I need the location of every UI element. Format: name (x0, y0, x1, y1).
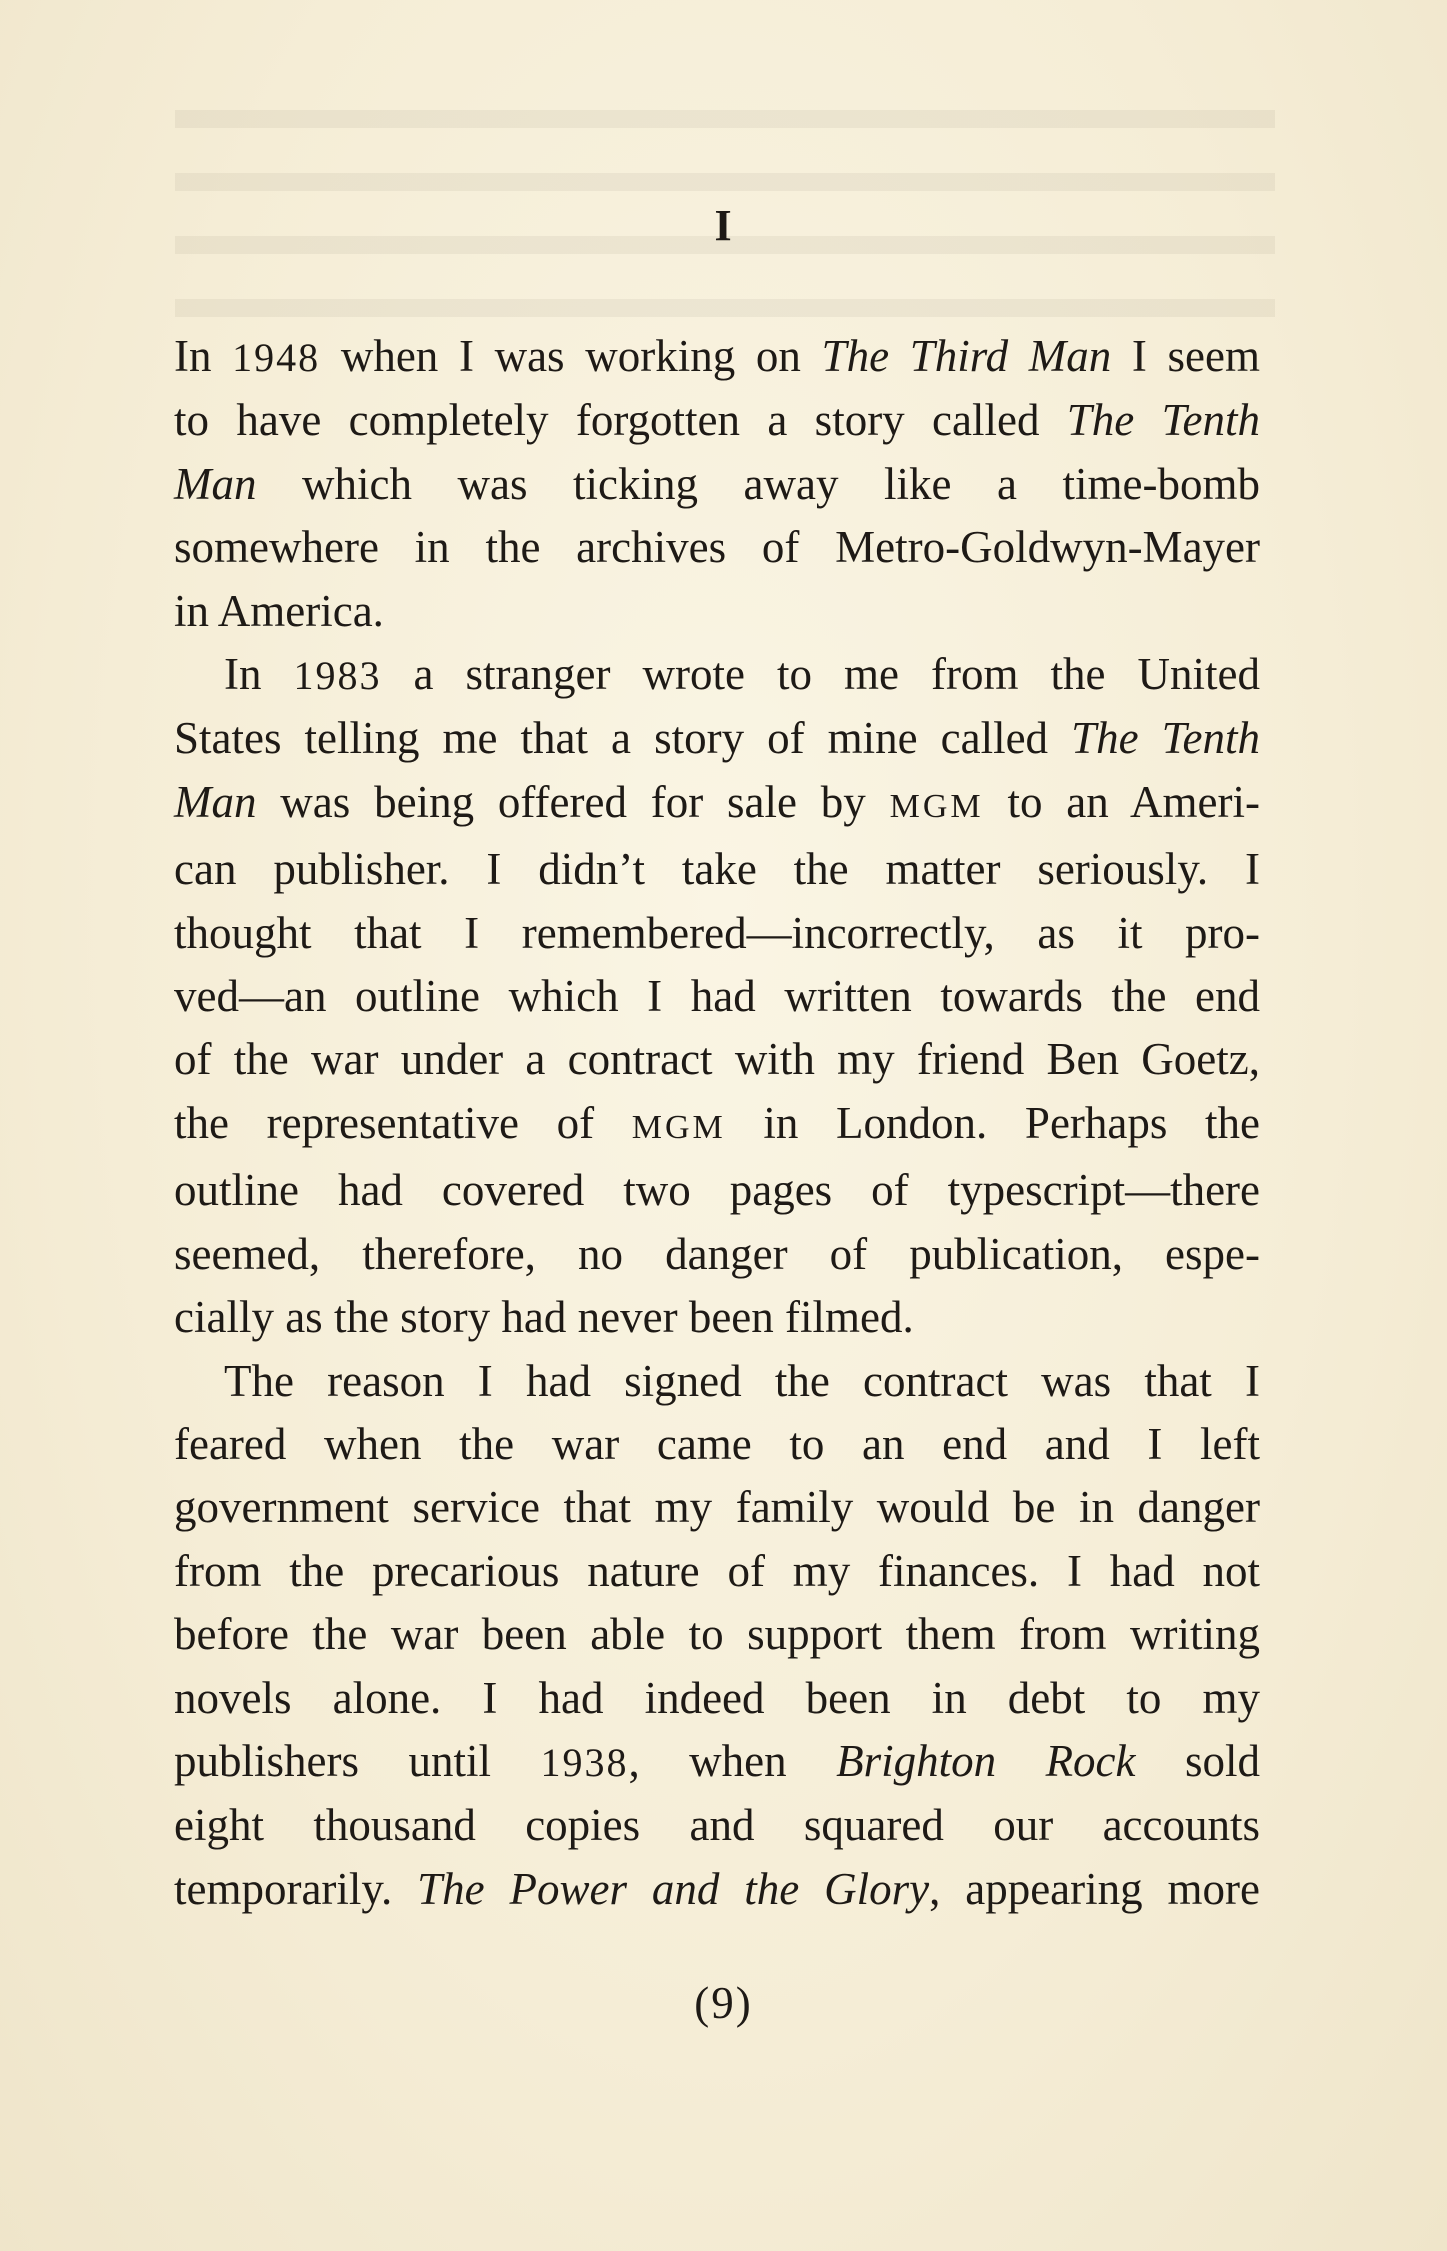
text-line: publishers until 1938, when Brighton Rock sold (174, 1735, 1260, 1786)
text-line: novels alone. I had indeed been in debt to my (174, 1672, 1260, 1723)
body-text (174, 325, 1260, 1921)
text-line: In 1948 when I was working on The Third Man I seem (174, 331, 1260, 381)
text-line: before the war been able to support them from writing (174, 1609, 1260, 1660)
book-title: Man (174, 776, 257, 827)
text-line: seemed, therefore, no danger of publication, espe- (174, 1228, 1260, 1279)
text-line: thought that I remembered—incorrectly, as it pro- (174, 907, 1260, 958)
text-line: of the war under a contract with my friend Ben Goetz, (174, 1034, 1260, 1085)
text-line: to have completely forgotten a story called The Tenth (174, 395, 1260, 446)
text-line: temporarily. The Power and the Glory, appearing more (174, 1863, 1260, 1914)
book-title: Man (174, 458, 257, 509)
text-line: ved—an outline which I had written towards the end (174, 971, 1260, 1022)
text-line: The reason I had signed the contract was that I (224, 1355, 1260, 1406)
book-title: The Tenth (1071, 713, 1260, 764)
text-line: from the precarious nature of my finances. I had not (174, 1545, 1260, 1596)
chapter-number: I (714, 201, 733, 250)
text-line: In 1983 a stranger wrote to me from the United (224, 649, 1260, 700)
text-line: Man was being offered for sale by MGM to an Ameri- (174, 776, 1260, 827)
text-line: feared when the war came to an end and I left (174, 1418, 1260, 1469)
text-line: States telling me that a story of mine called The Tenth (174, 713, 1260, 764)
book-title: The Tenth (1066, 395, 1260, 446)
text-line: government service that my family would be in danger (174, 1482, 1260, 1533)
text-line: Man which was ticking away like a time-bomb (174, 458, 1260, 509)
text-line: somewhere in the archives of Metro-Goldwyn-Mayer (174, 522, 1260, 573)
book-title: Brighton Rock (836, 1735, 1136, 1786)
page-number: (9) (694, 1978, 753, 2028)
text-line: the representative of MGM in London. Perhaps the (174, 1097, 1260, 1148)
text-line: can publisher. I didn’t take the matter seriously. I (174, 844, 1260, 895)
text-line: in America. (174, 585, 384, 636)
text-line: cially as the story had never been filmed. (174, 1292, 914, 1343)
text-line: outline had covered two pages of typescript—there (174, 1165, 1260, 1216)
book-title: The Third Man (821, 331, 1112, 381)
text-line: eight thousand copies and squared our accounts (174, 1800, 1260, 1851)
book-title: The Power and the Glory (417, 1863, 930, 1914)
